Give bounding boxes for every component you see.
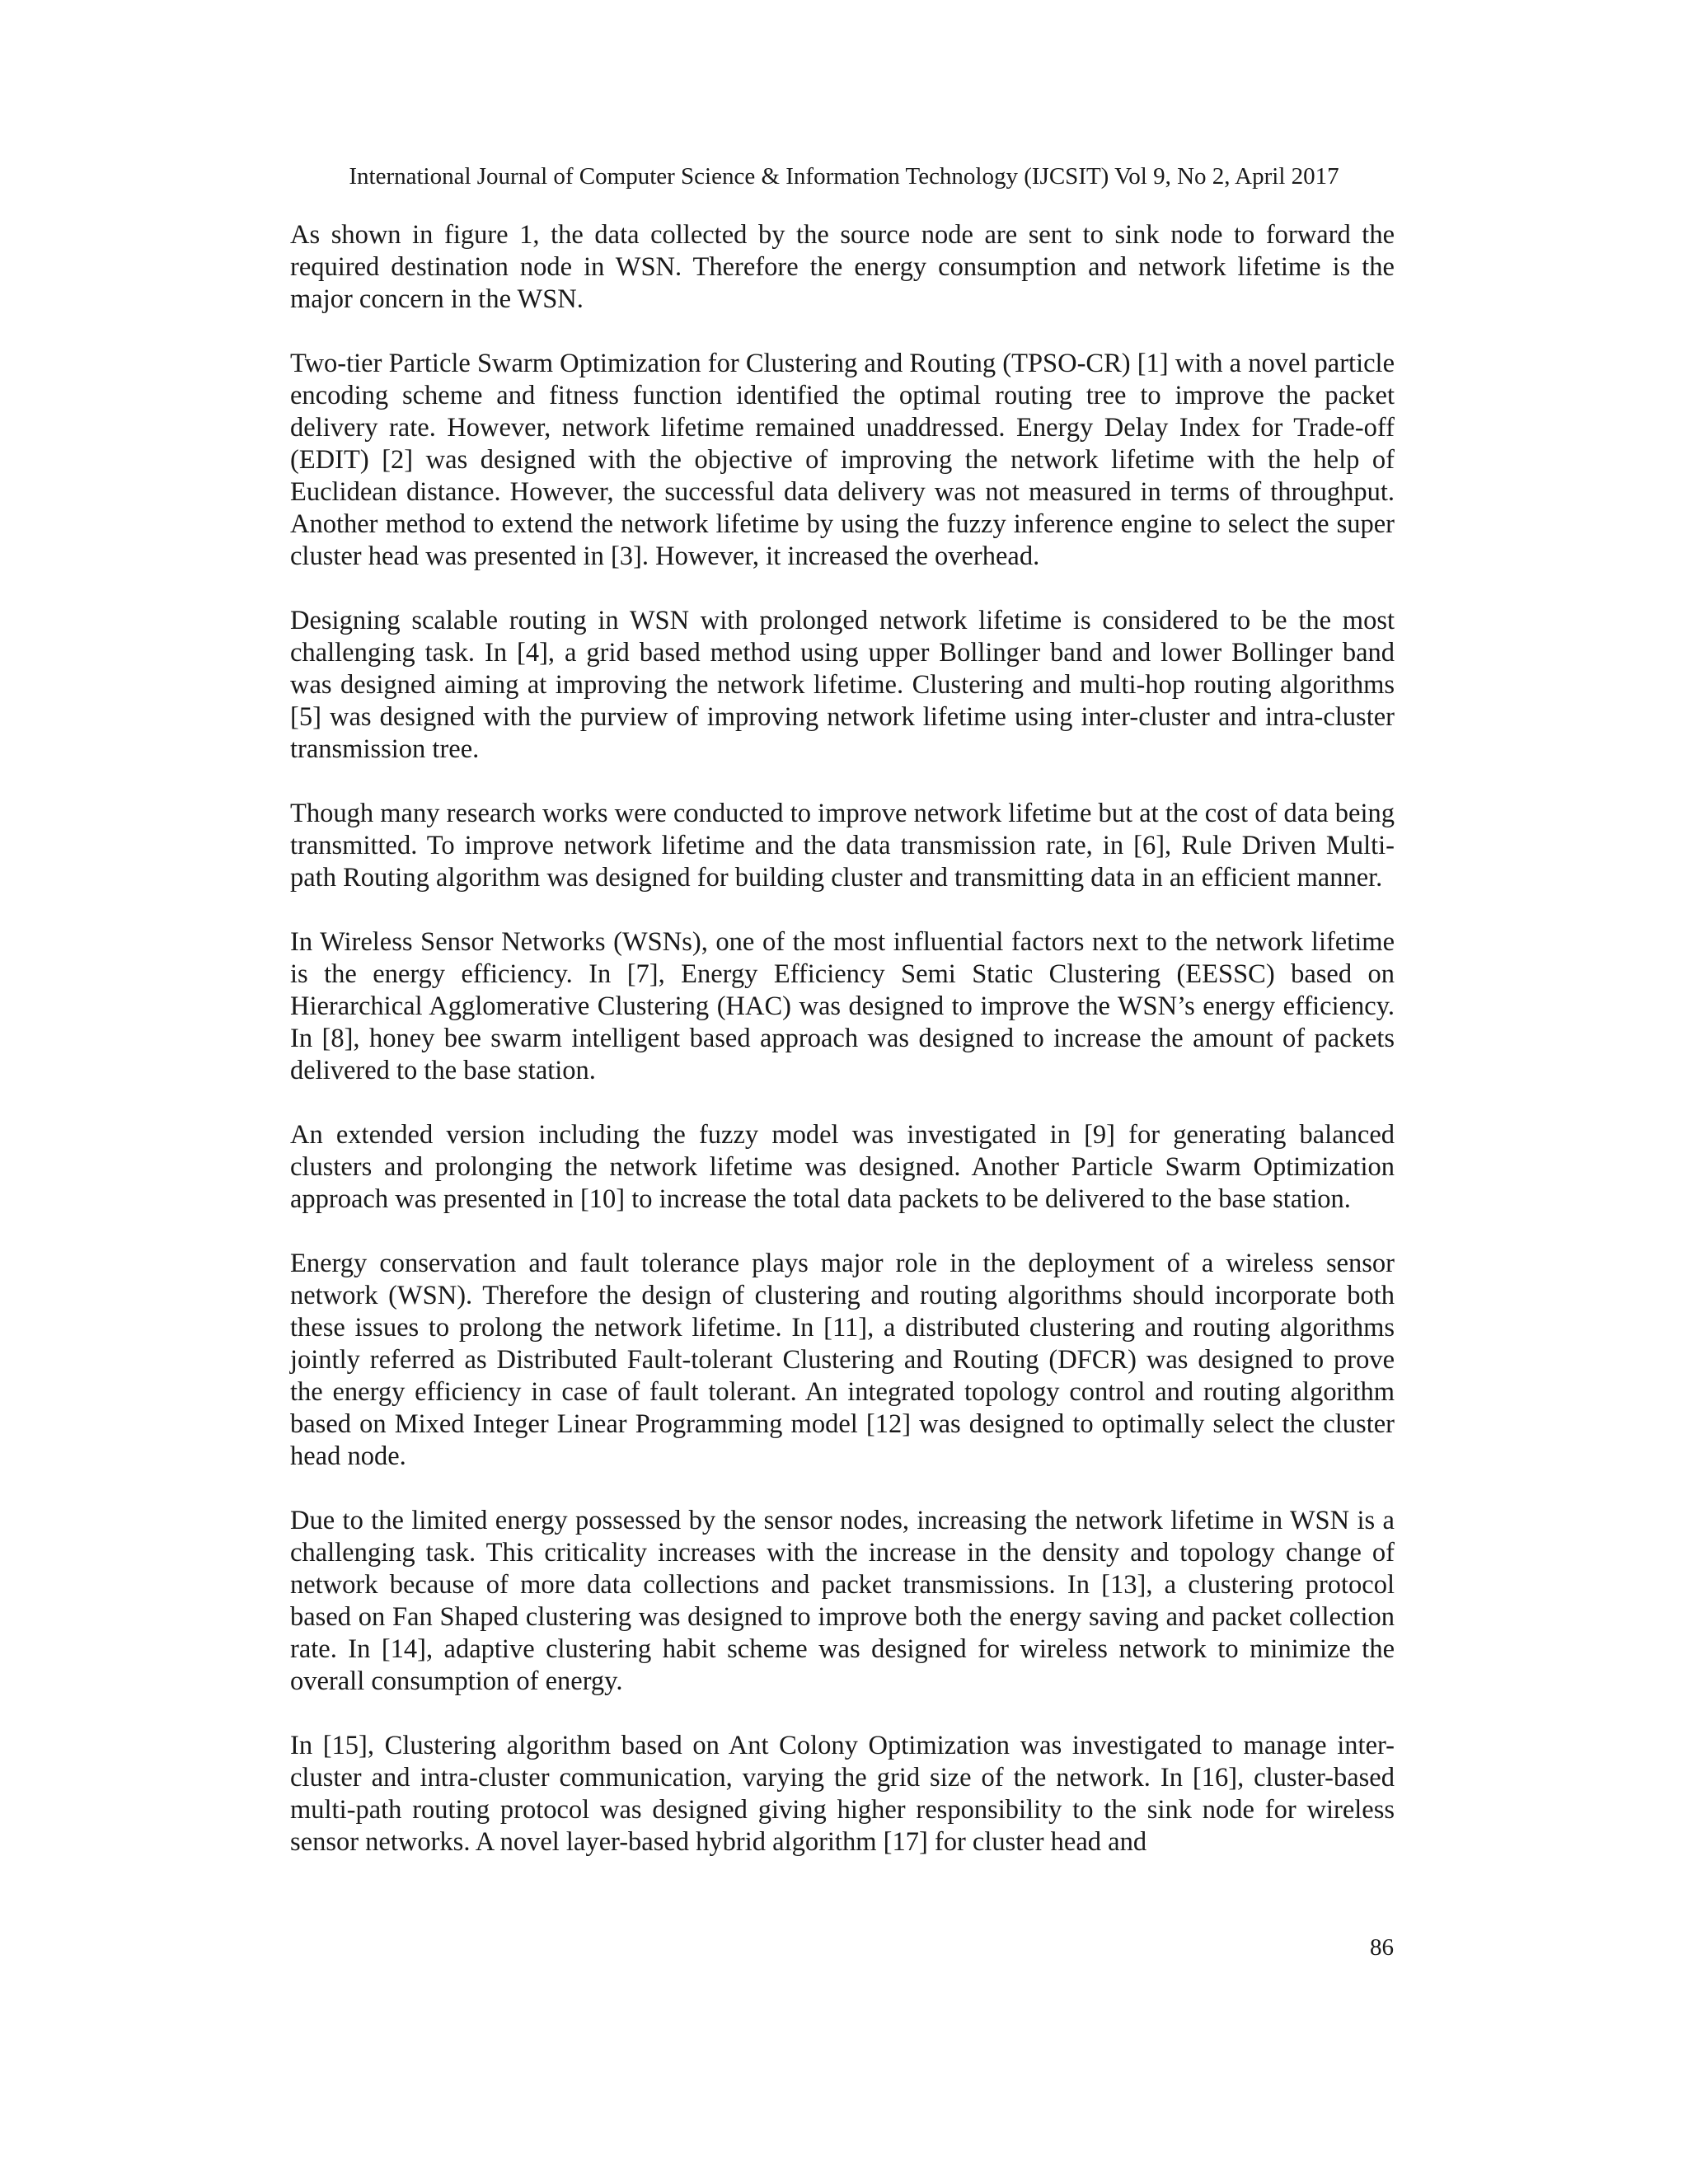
paragraph-5: In Wireless Sensor Networks (WSNs), one of the most influential factors next to the network lifetime is the energy efficiency. In [7], Energy Efficiency Semi Static Clustering (EESSC) based on Hierarchical Agglomerative Clustering (HAC) was designed to improve the WSN’s energy efficiency. In [8], honey bee swarm intelligent based approach was designed to increase the amount of packets delivered to the base station. bbox=[290, 927, 1395, 1085]
paragraph-8: Due to the limited energy possessed by the sensor nodes, increasing the network lifetime in WSN is a challenging task. This criticality increases with the increase in the density and topology change of network because of more data collections and packet transmissions. In [13], a clustering protocol based on Fan Shaped clustering was designed to improve both the energy saving and packet collection rate. In [14], adaptive clustering habit scheme was designed for wireless network to minimize the overall consumption of energy. bbox=[290, 1506, 1395, 1696]
body-text bbox=[290, 219, 1395, 1891]
paragraph-2: Two-tier Particle Swarm Optimization for Clustering and Routing (TPSO-CR) [1] with a novel particle encoding scheme and fitness function identified the optimal routing tree to improve the packet delivery rate. However, network lifetime remained unaddressed. Energy Delay Index for Trade-off (EDIT) [2] was designed with the objective of improving the network lifetime with the help of Euclidean distance. However, the successful data delivery was not measured in terms of throughput. Another method to extend the network lifetime by using the fuzzy inference engine to select the super cluster head was presented in [3]. However, it increased the overhead. bbox=[290, 349, 1395, 571]
paragraph-9: In [15], Clustering algorithm based on Ant Colony Optimization was investigated to manage inter-cluster and intra-cluster communication, varying the grid size of the network. In [16], cluster-based multi-path routing protocol was designed giving higher responsibility to the sink node for wireless sensor networks. A novel layer-based hybrid algorithm [17] for cluster head and bbox=[290, 1731, 1395, 1857]
page-number: 86 bbox=[1370, 1934, 1394, 1961]
paragraph-6: An extended version including the fuzzy model was investigated in [9] for generating balanced clusters and prolonging the network lifetime was designed. Another Particle Swarm Optimization approach was presented in [10] to increase the total data packets to be delivered to the base station. bbox=[290, 1120, 1395, 1214]
running-header: International Journal of Computer Science & Information Technology (IJCSIT) Vol 9, No 2, April 2017 bbox=[349, 163, 1339, 190]
paragraph-1: As shown in figure 1, the data collected by the source node are sent to sink node to forward the required destination node in WSN. Therefore the energy consumption and network lifetime is the major concern in the WSN. bbox=[290, 220, 1395, 314]
paragraph-7: Energy conservation and fault tolerance plays major role in the deployment of a wireless sensor network (WSN). Therefore the design of clustering and routing algorithms should incorporate both these issues to prolong the network lifetime. In [11], a distributed clustering and routing algorithms jointly referred as Distributed Fault-tolerant Clustering and Routing (DFCR) was designed to prove the energy efficiency in case of fault tolerant. An integrated topology control and routing algorithm based on Mixed Integer Linear Programming model [12] was designed to optimally select the cluster head node. bbox=[290, 1249, 1395, 1471]
paragraph-4: Though many research works were conducted to improve network lifetime but at the cost of data being transmitted. To improve network lifetime and the data transmission rate, in [6], Rule Driven Multi-path Routing algorithm was designed for building cluster and transmitting data in an efficient manner. bbox=[290, 799, 1395, 893]
paragraph-3: Designing scalable routing in WSN with prolonged network lifetime is considered to be the most challenging task. In [4], a grid based method using upper Bollinger band and lower Bollinger band was designed aiming at improving the network lifetime. Clustering and multi-hop routing algorithms [5] was designed with the purview of improving network lifetime using inter-cluster and intra-cluster transmission tree. bbox=[290, 606, 1395, 764]
